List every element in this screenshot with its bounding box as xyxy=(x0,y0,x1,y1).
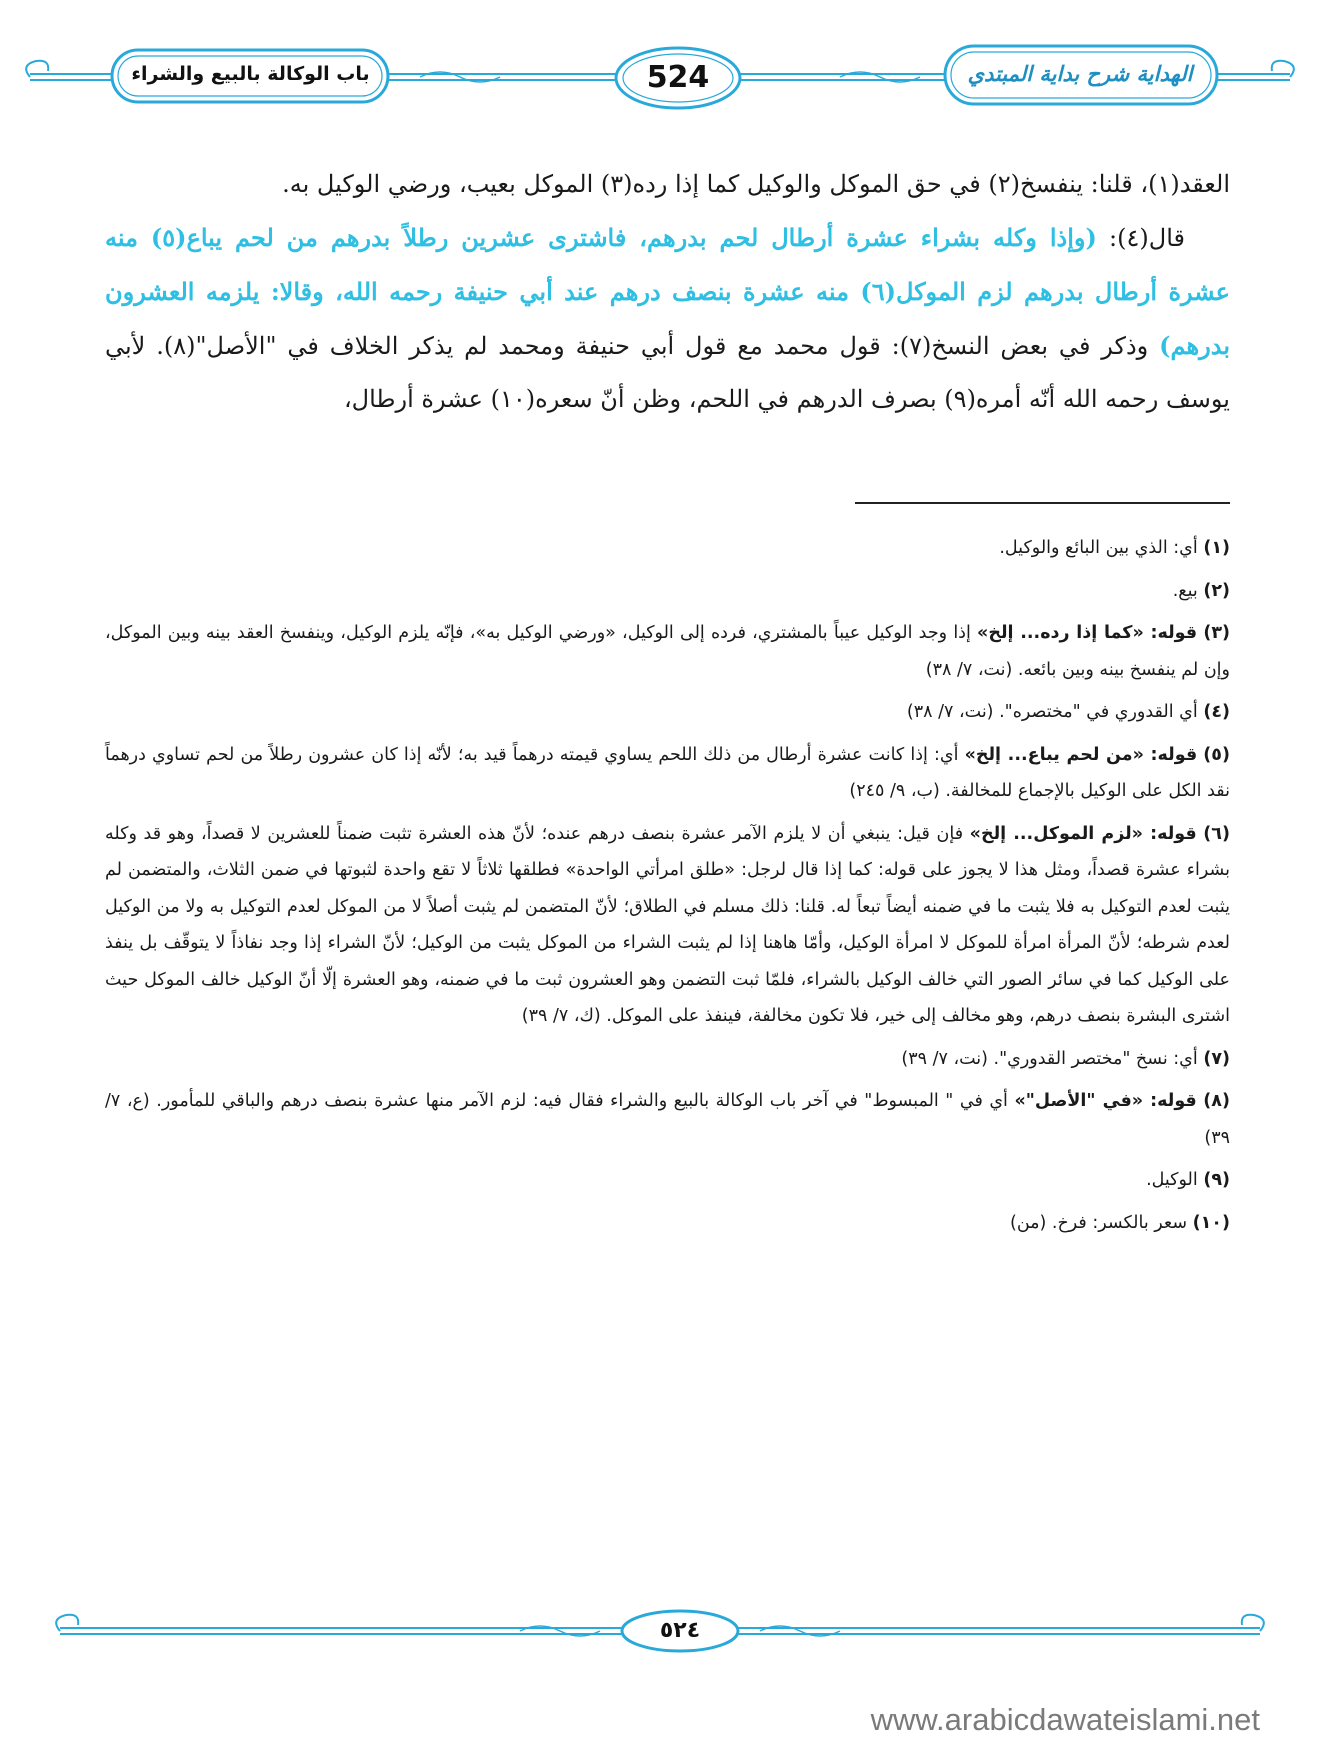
footnote-number: (٥) xyxy=(1203,744,1230,765)
website-watermark: www.arabicdawateislami.net xyxy=(870,1702,1260,1737)
footnote-text: بيع. xyxy=(1172,580,1198,601)
footnote-text: أي القدوري في "مختصره". (نت، ٧/ ٣٨) xyxy=(906,702,1198,722)
header-page-number: 524 xyxy=(646,60,710,95)
page-header xyxy=(0,0,1319,110)
footnote-lead: قوله: «لزم الموكل... إلخ» xyxy=(969,823,1197,844)
footnote-number: (١) xyxy=(1203,538,1230,558)
paragraph-1: العقد(١)، قلنا: ينفسخ(٢) في حق الموكل والوكيل كما إذا رده(٣) الموكل بعيب، ورضي الوكيل به. xyxy=(282,170,1230,198)
footnote-text: إذا وجد الوكيل عيباً بالمشتري، فرده إلى الوكيل، «ورضي الوكيل به»، فإنّه يلزم الوكيل، وينفسخ العقد بينه وبين الموكل، وإن لم ينفسخ بينه وبين بائعه. (نت، ٧/ ٣٨) xyxy=(105,623,1230,680)
paragraph-2-intro: قال(٤): xyxy=(1096,224,1185,252)
footnote-text: سعر بالكسر: فرخ. (من) xyxy=(1010,1212,1188,1233)
footnote-9 xyxy=(105,1162,1230,1199)
footnote-separator xyxy=(855,502,1230,504)
footnote-text: أي: الذي بين البائع والوكيل. xyxy=(999,538,1198,558)
footnote-number: (٣) xyxy=(1203,623,1231,643)
book-title: الهداية شرح بداية المبتدي xyxy=(967,62,1193,86)
footnote-6 xyxy=(105,816,1230,1035)
footnote-5 xyxy=(105,737,1230,810)
footer-page-number: ٥٢٤ xyxy=(659,1618,701,1643)
footnote-number: (١٠) xyxy=(1192,1212,1230,1233)
footnote-8 xyxy=(105,1083,1230,1156)
footnote-1 xyxy=(105,530,1230,567)
footnotes xyxy=(105,530,1230,1247)
footnote-lead: قوله: «من لحم يباع... إلخ» xyxy=(964,744,1198,765)
footnote-3 xyxy=(105,615,1230,688)
footnote-number: (٤) xyxy=(1203,702,1230,722)
footnote-2 xyxy=(105,573,1230,610)
footnote-number: (٢) xyxy=(1203,580,1230,601)
footnote-lead: قوله: «كما إذا رده... إلخ» xyxy=(977,623,1198,643)
paragraph-2 xyxy=(105,211,1230,426)
footnote-text: فإن قيل: ينبغي أن لا يلزم الآمر عشرة بنصف درهم عنده؛ لأنّ هذه العشرة تثبت ضمناً للعشرين لا قصداً، وهو قد وكله بشراء عشرة قصداً، ومثل هذا لا يجوز على قوله: كما إذا قال لرجل: «طلق امرأتي الواحدة» فطلقها ثلاثاً لا تقع واحدة لثبوتها في ضمن الثلاث، والمتضمن لم يثبت لعدم التوكيل به فلا يثبت ما في ضمنه أيضاً تبعاً له. قلنا: ذلك مسلم في الطلاق؛ لأنّ المتضمن لم يثبت أصلاً لا من الموكل لعدم التوكيل به ولا من الوكيل لعدم شرطه؛ لأنّ المرأة امرأة للموكل لا امرأة الوكيل، وأمّا هاهنا إذا لم يثبت الشراء من الموكل يثبت من الوكيل؛ لأنّ الشراء إذا وجد نفاذاً لا يتوقّف بل ينفذ على الوكيل كما في سائر الصور التي خالف الوكيل بالشراء، فلمّا ثبت التضمن وهو العشرون ثبت ما في ضمنه، وهو العشرة إلّا أنّ الوكيل خالف الموكل حيث اشترى البشرة بنصف درهم، وهو مخالف إلى خير، فلا تكون مخالفة، فينفذ على الموكل. (ك، ٧/ ٣٩) xyxy=(105,823,1230,1026)
footnote-number: (٦) xyxy=(1203,823,1230,844)
page-footer xyxy=(0,1600,1319,1660)
footnote-number: (٩) xyxy=(1203,1170,1230,1190)
footnote-4 xyxy=(105,694,1230,731)
footnote-text: أي في " المبسوط" في آخر باب الوكالة بالبيع والشراء فقال فيه: لزم الآمر منها عشرة بنصف درهم والباقي للمأمور. (ع، ٧/ ٣٩) xyxy=(105,1091,1230,1148)
paragraph-2-rest: وذكر في بعض النسخ(٧): قول محمد مع قول أبي حنيفة ومحمد لم يذكر الخلاف في "الأصل"(٨). لأبي يوسف رحمه الله أنّه أمره(٩) بصرف الدرهم في اللحم، وظن أنّ سعره(١٠) عشرة أرطال، xyxy=(105,332,1230,413)
footnote-text: الوكيل. xyxy=(1146,1170,1198,1190)
footnote-number: (٧) xyxy=(1203,1048,1230,1069)
footnote-10 xyxy=(105,1205,1230,1242)
footnote-text: أي: نسخ "مختصر القدوري". (نت، ٧/ ٣٩) xyxy=(901,1048,1198,1069)
footnote-text: أي: إذا كانت عشرة أرطال من ذلك اللحم يساوي قيمته درهماً قيد به؛ لأنّه إذا كان عشرون رطلاً من لحم تساوي درهماً نقد الكل على الوكيل بالإجماع للمخالفة. (ب، ٩/ ٢٤٥) xyxy=(105,744,1230,801)
footnote-7 xyxy=(105,1041,1230,1078)
chapter-title: باب الوكالة بالبيع والشراء xyxy=(131,63,370,85)
matn-quote: (وإذا وكله بشراء عشرة أرطال لحم بدرهم، فاشترى عشرين رطلاً بدرهم من لحم يباع(٥) منه عشرة أرطال بدرهم لزم الموكل(٦) منه عشرة بنصف درهم عند أبي حنيفة رحمه الله، وقالا: يلزمه العشرون بدرهم) xyxy=(105,223,1230,360)
footnote-number: (٨) xyxy=(1203,1091,1230,1111)
main-text xyxy=(105,158,1230,426)
footnote-lead: قوله: «في "الأصل"» xyxy=(1014,1091,1197,1111)
